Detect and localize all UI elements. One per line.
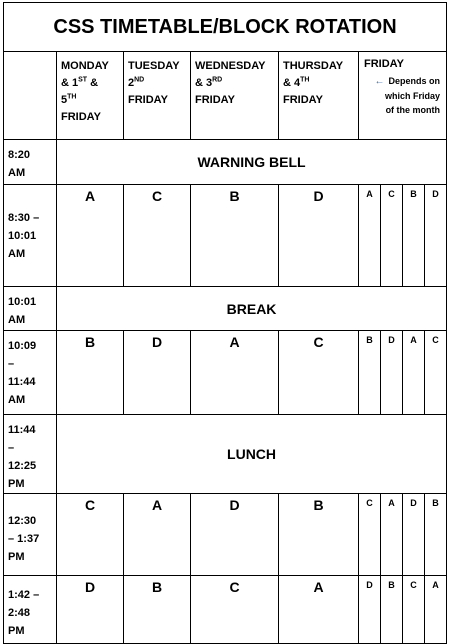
friday-block-cell: A	[381, 494, 403, 576]
time-cell: 8:20 AM	[4, 140, 57, 185]
time-cell: 8:30 – 10:01 AM	[4, 185, 57, 287]
break-label: BREAK	[57, 287, 447, 331]
block-cell: A	[191, 331, 279, 415]
friday-block-cell: C	[425, 331, 447, 415]
header-time-cell	[4, 52, 57, 140]
friday-block-cell: D	[425, 185, 447, 287]
block-cell: C	[191, 576, 279, 644]
friday-block-cell: C	[359, 494, 381, 576]
timetable	[3, 2, 447, 644]
block-cell: B	[124, 576, 191, 644]
block-cell: A	[124, 494, 191, 576]
time-cell: 11:44 – 12:25 PM	[4, 415, 57, 494]
header-wednesday: WEDNESDAY & 3RD FRIDAY	[191, 52, 279, 140]
block-cell: B	[57, 331, 124, 415]
block-cell: C	[57, 494, 124, 576]
header-friday: FRIDAY ← Depends on which Friday of the month	[359, 52, 447, 140]
time-cell: 12:30 – 1:37 PM	[4, 494, 57, 576]
friday-note: ← Depends on which Friday of the month	[374, 76, 441, 115]
lunch-label: LUNCH	[57, 415, 447, 494]
warning-bell-label: WARNING BELL	[57, 140, 447, 185]
page-title: CSS TIMETABLE/BLOCK ROTATION	[4, 3, 447, 52]
time-cell: 10:09 – 11:44 AM	[4, 331, 57, 415]
block-cell: D	[279, 185, 359, 287]
block-cell: D	[191, 494, 279, 576]
header-thursday: THURSDAY & 4TH FRIDAY	[279, 52, 359, 140]
time-cell: 1:42 – 2:48 PM	[4, 576, 57, 644]
friday-block-cell: B	[381, 576, 403, 644]
friday-block-cell: D	[381, 331, 403, 415]
friday-block-cell: C	[381, 185, 403, 287]
arrow-left-icon: ←	[374, 76, 385, 87]
friday-block-cell: C	[403, 576, 425, 644]
block-cell: A	[57, 185, 124, 287]
block-cell: D	[124, 331, 191, 415]
header-monday: MONDAY & 1ST & 5TH FRIDAY	[57, 52, 124, 140]
friday-block-cell: A	[425, 576, 447, 644]
block-cell: C	[124, 185, 191, 287]
friday-block-cell: A	[359, 185, 381, 287]
block-cell: B	[191, 185, 279, 287]
friday-block-cell: B	[359, 331, 381, 415]
friday-block-cell: D	[403, 494, 425, 576]
block-cell: C	[279, 331, 359, 415]
block-cell: D	[57, 576, 124, 644]
friday-block-cell: B	[425, 494, 447, 576]
friday-block-cell: A	[403, 331, 425, 415]
header-tuesday: TUESDAY 2ND FRIDAY	[124, 52, 191, 140]
friday-block-cell: D	[359, 576, 381, 644]
block-cell: A	[279, 576, 359, 644]
friday-block-cell: B	[403, 185, 425, 287]
time-cell: 10:01 AM	[4, 287, 57, 331]
block-cell: B	[279, 494, 359, 576]
